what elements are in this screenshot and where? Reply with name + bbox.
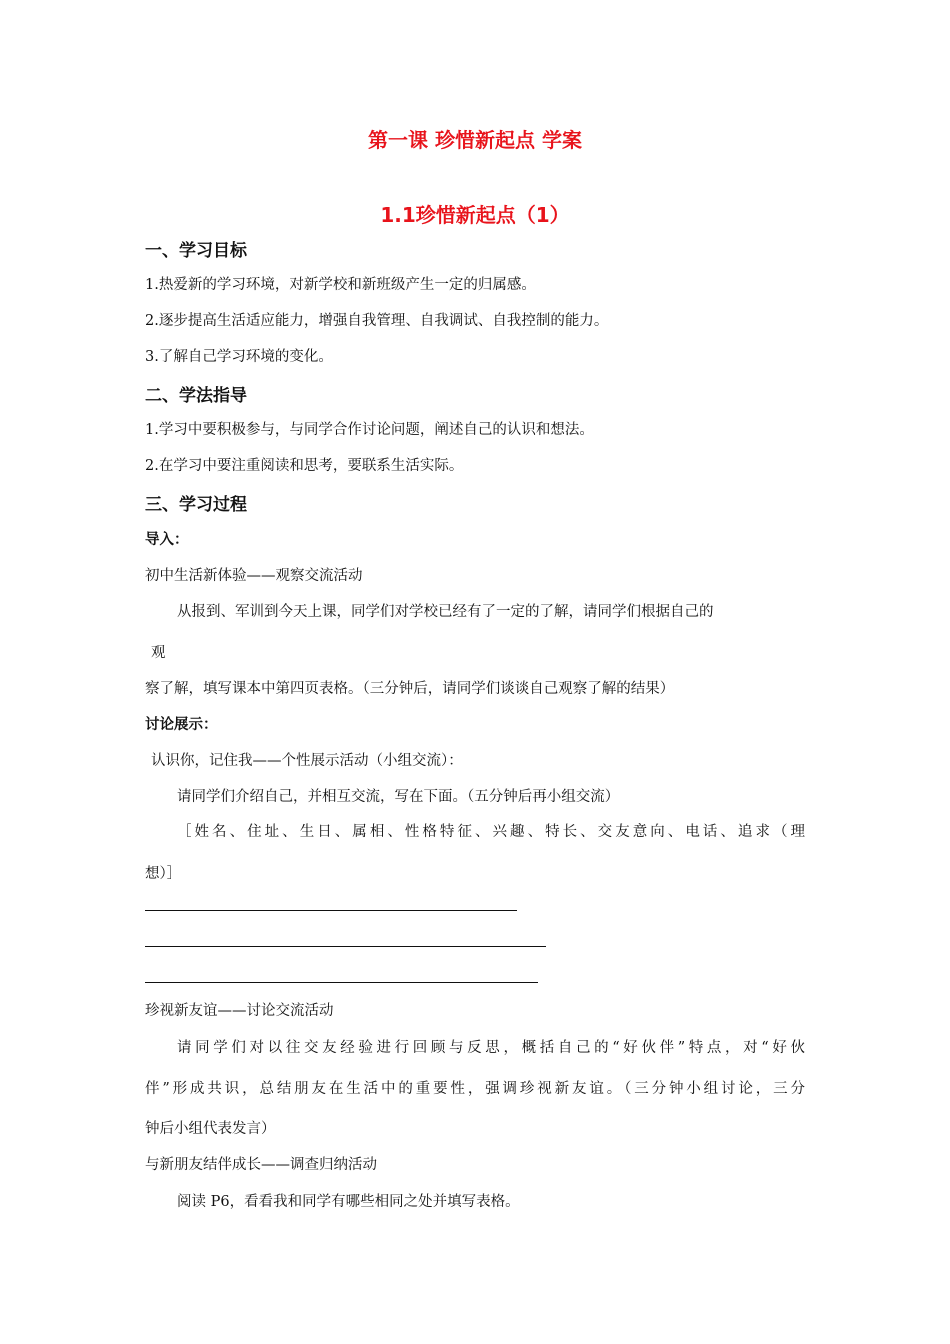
activity-text: 请同学们对以往交友经验进行回顾与反思，概括自己的“好伙伴”特点，对“好伙 bbox=[177, 1040, 805, 1056]
section-heading-method: 二、学法指导 bbox=[145, 386, 247, 406]
activity-title: 与新朋友结伴成长——调查归纳活动 bbox=[145, 1157, 377, 1173]
method-item: 2.在学习中要注重阅读和思考，要联系生活实际。 bbox=[145, 458, 464, 474]
answer-line bbox=[145, 982, 538, 983]
document-title: 第一课 珍惜新起点 学案 bbox=[368, 128, 582, 152]
section-heading-goals: 一、学习目标 bbox=[145, 241, 247, 261]
activity-text: 察了解，填写课本中第四页表格。（三分钟后，请同学们谈谈自己观察了解的结果） bbox=[145, 681, 675, 697]
answer-line bbox=[145, 910, 517, 911]
activity-text: ［姓名、住址、生日、属相、性格特征、兴趣、特长、交友意向、电话、追求（理 bbox=[177, 824, 805, 840]
activity-title: 初中生活新体验——观察交流活动 bbox=[145, 568, 363, 584]
activity-title: 珍视新友谊——讨论交流活动 bbox=[145, 1003, 334, 1019]
activity-text: 观 bbox=[151, 645, 166, 661]
activity-text: 钟后小组代表发言） bbox=[145, 1121, 276, 1137]
activity-text: 想）］ bbox=[145, 866, 182, 882]
activity-title: 认识你，记住我——个性展示活动（小组交流）： bbox=[151, 753, 463, 769]
lesson-subtitle: 1.1珍惜新起点（1） bbox=[380, 203, 570, 227]
goal-item: 2.逐步提高生活适应能力，增强自我管理、自我调试、自我控制的能力。 bbox=[145, 313, 609, 329]
answer-line bbox=[145, 946, 546, 947]
goal-item: 1.热爱新的学习环境，对新学校和新班级产生一定的归属感。 bbox=[145, 277, 536, 293]
activity-text: 伴”形成共识，总结朋友在生活中的重要性，强调珍视新友谊。（三分钟小组讨论，三分 bbox=[145, 1081, 805, 1097]
activity-text: 从报到、军训到今天上课，同学们对学校已经有了一定的了解，请同学们根据自己的 bbox=[177, 604, 714, 620]
intro-label: 导入： bbox=[145, 532, 189, 548]
goal-item: 3.了解自己学习环境的变化。 bbox=[145, 349, 333, 365]
section-heading-process: 三、学习过程 bbox=[145, 495, 247, 515]
method-item: 1.学习中要积极参与，与同学合作讨论问题，阐述自己的认识和想法。 bbox=[145, 422, 594, 438]
activity-text: 请同学们介绍自己，并相互交流，写在下面。（五分钟后再小组交流） bbox=[177, 789, 620, 805]
discussion-label: 讨论展示： bbox=[145, 717, 218, 733]
activity-text: 阅读 P6，看看我和同学有哪些相同之处并填写表格。 bbox=[177, 1194, 520, 1210]
